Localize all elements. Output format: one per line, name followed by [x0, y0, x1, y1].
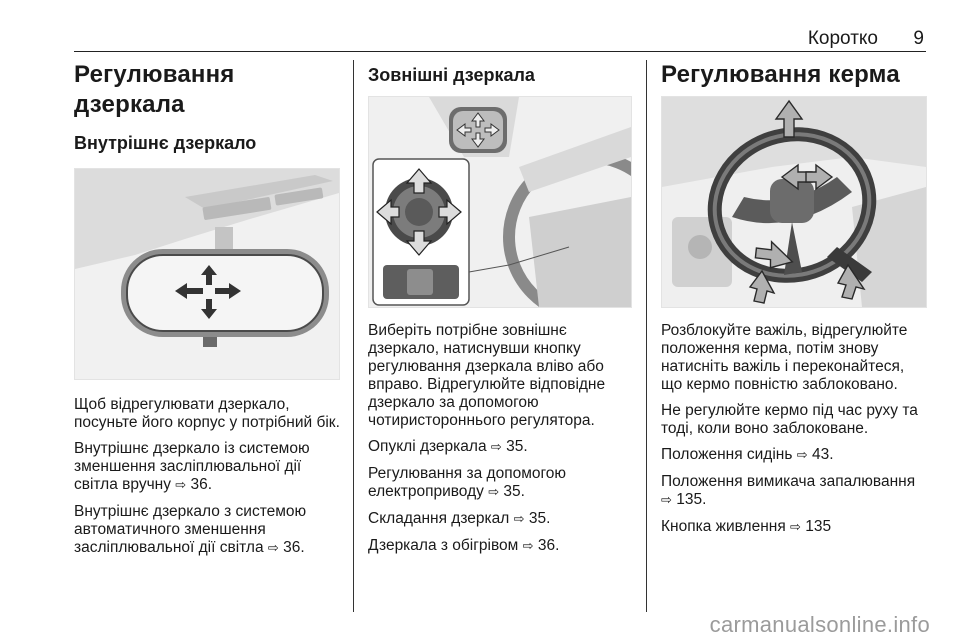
page-ref[interactable]: 43. — [811, 446, 834, 463]
paragraph: Розблокуйте важіль, відрегулюйте положення керма, потім знову натисніть важіль і переконайтеся, що кермо повністю заблоковано. — [661, 322, 908, 393]
steering-wheel-illustration — [661, 96, 927, 308]
paragraph: Внутрішнє дзеркало з системою автоматичного зменшення засліплювальної дії світла ⇨ 36. — [74, 503, 307, 556]
page-ref-icon: ⇨ — [796, 448, 808, 463]
paragraph: Не регулюйте кермо під час руху та тоді, коли воно заблоковане. — [661, 402, 918, 437]
paragraph: Внутрішнє дзеркало із системою зменшення засліплювальної дії світла вручну ⇨ 36. — [74, 440, 310, 493]
paragraph: Опуклі дзеркала ⇨ 35. — [368, 438, 528, 455]
watermark: carmanualsonline.info — [709, 612, 930, 637]
page-number: 9 — [913, 28, 924, 49]
paragraph: Складання дзеркал ⇨ 35. — [368, 510, 551, 527]
page-ref[interactable]: 36. — [537, 537, 560, 554]
page-ref[interactable]: 35. — [503, 483, 525, 500]
page-header — [74, 28, 926, 50]
subsection-heading: Внутрішнє дзеркало — [74, 133, 257, 153]
section-title: Коротко — [807, 28, 878, 49]
paragraph: Положення вимикача запалювання ⇨ 135. — [661, 473, 916, 508]
subsection-heading: Зовнішні дзеркала — [368, 65, 535, 85]
page-ref[interactable]: 135. — [676, 491, 707, 508]
section-heading: Регулювання керма — [661, 61, 900, 88]
page-ref-icon: ⇨ — [522, 539, 534, 554]
header-divider — [74, 51, 926, 52]
page-ref[interactable]: 135 — [805, 518, 832, 535]
page-ref-icon: ⇨ — [175, 478, 187, 493]
interior-mirror-illustration — [74, 168, 340, 380]
page-ref-icon: ⇨ — [267, 541, 279, 556]
column-exterior-mirrors — [368, 60, 636, 564]
page-ref-icon: ⇨ — [488, 485, 500, 500]
paragraph: Положення сидінь ⇨ 43. — [661, 446, 834, 463]
page-ref-icon: ⇨ — [661, 493, 672, 508]
page-ref-icon: ⇨ — [490, 440, 502, 455]
paragraph: Регулювання за допомогою електроприводу ⇨ 35. — [368, 465, 567, 500]
column-divider — [646, 60, 647, 612]
column-mirror-adjust — [74, 60, 340, 566]
page-ref[interactable]: 35. — [528, 510, 551, 527]
column-steering-adjust — [661, 60, 927, 545]
page-ref[interactable]: 36. — [283, 539, 305, 556]
page-ref-icon: ⇨ — [513, 512, 525, 527]
page-ref[interactable]: 36. — [190, 476, 213, 493]
exterior-mirror-illustration — [368, 96, 632, 308]
section-heading: Регулювання дзеркала — [74, 61, 235, 118]
paragraph: Дзеркала з обігрівом ⇨ 36. — [368, 537, 560, 554]
paragraph: Кнопка живлення ⇨ 135 — [661, 518, 832, 535]
paragraph: Щоб відрегулювати дзеркало, посуньте його корпус у потрібний бік. — [74, 396, 340, 431]
page-ref[interactable]: 35. — [506, 438, 528, 455]
column-divider — [353, 60, 354, 612]
paragraph: Виберіть потрібне зовнішнє дзеркало, натиснувши кнопку регулювання дзеркала вліво або вправо. Відрегулюйте відповідне дзеркало за допомогою чотиристороннього регулятора. — [368, 322, 606, 429]
page-ref-icon: ⇨ — [790, 520, 801, 535]
